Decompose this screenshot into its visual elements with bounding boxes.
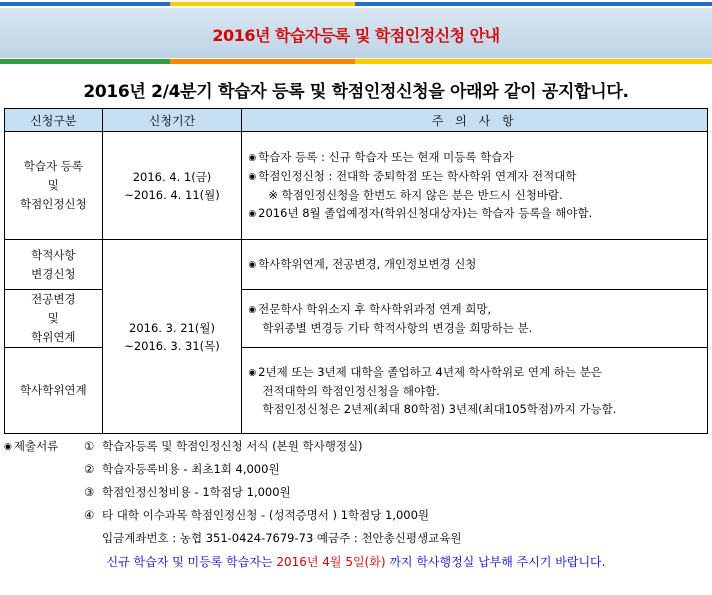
list-item (84, 507, 429, 523)
notes-cell (242, 348, 708, 434)
category-line: 학습자 등록 (23, 159, 83, 173)
item-number: ③ (84, 485, 95, 499)
category-line: 학위연계 (31, 330, 76, 344)
col-header-notes: 주 의 사 항 (242, 109, 708, 132)
list-item (84, 438, 363, 454)
category-line: 및 (47, 311, 59, 325)
col-header-period: 신청기간 (102, 109, 242, 132)
title-banner (0, 8, 712, 58)
deadline-text-end: 까지 학사행정실 납부해 주시기 바랍니다. (385, 555, 606, 569)
col-header-category: 신청구분 (5, 109, 103, 132)
note-line: 2년제 또는 3년제 대학을 졸업하고 4년제 학사학위로 연계 하는 분은 (258, 365, 602, 379)
period-cell (102, 240, 242, 434)
bullet-icon: ◉ (4, 442, 12, 452)
bullet-icon: ◉ (248, 209, 257, 219)
account-info: 입금계좌번호 : 농협 351-0424-7679-73 예금주 : 천안총신평생교육원 (102, 531, 462, 545)
notice-table (4, 108, 708, 434)
category-cell (5, 348, 103, 434)
item-number: ② (84, 462, 95, 476)
list-item (84, 461, 280, 477)
table-row (5, 132, 708, 240)
table-row (5, 240, 708, 290)
note-line: 학점인정신청은 2년제(최대 80학점) 3년제(최대105학점)까지 가능함. (262, 402, 617, 416)
category-line: 학사학위연계 (20, 383, 87, 397)
category-cell (5, 240, 103, 290)
page-title: 2016년 학습자등록 및 학점인정신청 안내 (212, 26, 500, 45)
period-line: 2016. 4. 1(금) (132, 169, 212, 184)
item-text: 타 대학 이수과목 학점인정신청 - (성적증명서 ) 1학점당 1,000원 (102, 508, 430, 522)
item-text: 학습자등록비용 - 최초1회 4,000원 (102, 462, 280, 476)
deadline-text-start: 신규 학습자 및 미등록 학습자는 (106, 555, 277, 569)
note-line: 학위종별 변경등 기타 학적사항의 변경을 희망하는 분. (262, 321, 533, 335)
docs-label-row (4, 438, 58, 454)
category-line: 전공변경 (31, 292, 76, 306)
bullet-icon: ◉ (248, 368, 257, 378)
notes-cell (242, 240, 708, 290)
bullet-icon: ◉ (248, 305, 257, 315)
note-line: 학습자 등록 : 신규 학습자 또는 현재 미등록 학습자 (258, 150, 514, 164)
note-line: 전문학사 학위소지 후 학사학위과정 연계 희망, (258, 302, 492, 316)
table-header-row (5, 109, 708, 132)
item-number: ① (84, 439, 95, 453)
notes-cell (242, 290, 708, 348)
docs-label: 제출서류 (13, 439, 59, 453)
period-line: ~2016. 3. 31(목) (124, 338, 220, 353)
item-text: 학점인정신청비용 - 1학점당 1,000원 (102, 485, 291, 499)
category-cell (5, 290, 103, 348)
category-line: 변경신청 (31, 266, 76, 281)
bullet-icon: ◉ (248, 260, 257, 270)
item-number: ④ (84, 508, 95, 522)
payment-deadline-notice (0, 553, 712, 570)
period-cell (102, 132, 242, 240)
category-line: 학적사항 (31, 247, 76, 262)
note-line: 학사학위연계, 전공변경, 개인정보변경 신청 (258, 257, 477, 271)
note-line: 2016년 8월 졸업예정자(학위신청대상자)는 학습자 등록을 해야함. (258, 206, 593, 220)
list-item (84, 484, 291, 500)
note-line: 학점인정신청 : 전대학 중퇴학점 또는 학사학위 연계자 전적대학 (258, 169, 577, 183)
note-line: 전적대학의 학점인정신청을 해야함. (262, 384, 440, 398)
bottom-color-bar (0, 59, 712, 64)
notes-cell (242, 132, 708, 240)
bullet-icon: ◉ (248, 172, 257, 182)
bullet-icon: ◉ (248, 153, 257, 163)
notice-subtitle: 2016년 2/4분기 학습자 등록 및 학점인정신청을 아래와 같이 공지합니다. (83, 82, 629, 102)
period-line: ~2016. 4. 11(월) (124, 187, 220, 202)
note-line: ※ 학점인정신청을 한번도 하지 않은 분은 반드시 신청바람. (268, 188, 563, 202)
category-cell (5, 132, 103, 240)
deadline-date: 2016년 4월 5일(화) (276, 555, 386, 569)
top-color-bar (0, 2, 712, 6)
category-line: 학점인정신청 (20, 197, 87, 211)
period-line: 2016. 3. 21(월) (129, 320, 215, 335)
item-text: 학습자등록 및 학점인정신청 서식 (본원 학사행정실) (102, 439, 363, 453)
category-line: 및 (47, 178, 59, 192)
